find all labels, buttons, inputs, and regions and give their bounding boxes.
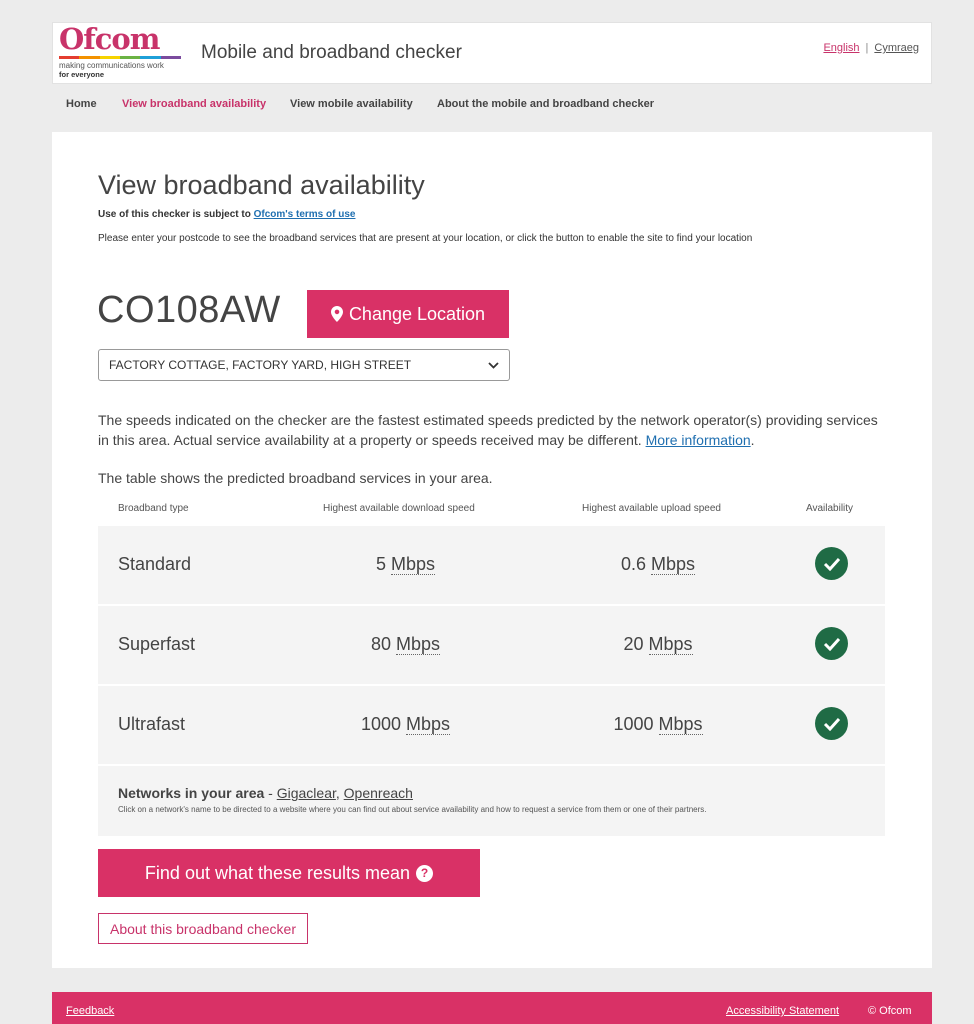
nav-broadband[interactable]: View broadband availability [122,98,267,110]
networks-note: Click on a network's name to be directed to a website where you can find out about service availability and how to request a service from them or one of their partners. [118,805,707,814]
table-header [98,496,885,524]
speeds-note-text: The speeds indicated on the checker are the fastest estimated speeds predicted by the network operator(s) providing services in this area. Actual service availability at a property or speeds received may be different. [98,412,878,448]
map-pin-icon [331,306,343,322]
check-circle-icon [815,547,848,580]
broadband-table [98,496,885,836]
find-out-label: Find out what these results mean [144,862,411,883]
upload-unit[interactable]: Mbps [648,634,693,654]
networks-label: Networks in your area [118,785,265,801]
upload-unit[interactable]: Mbps [651,554,696,574]
download-value: 80 [370,634,391,654]
chevron-down-icon [488,362,499,369]
logo-stripe-segment [100,56,120,59]
terms-link[interactable]: Ofcom's terms of use [253,209,356,220]
download-value: 5 [375,554,386,574]
nav-home[interactable]: Home [66,98,97,110]
upload-value: 1000 [613,714,654,734]
terms-prefix: Use of this checker is subject to [98,209,254,220]
table-row [98,686,885,764]
networks-comma: , [335,785,344,801]
upload-speed [568,714,748,735]
upload-speed [568,634,748,655]
broadband-type: Ultrafast [118,714,186,734]
lang-welsh-link[interactable]: Cymraeg [874,42,919,54]
nav-about[interactable]: About the mobile and broadband checker [437,98,654,110]
logo-stripe-segment [79,56,99,59]
logo-stripe-segment [140,56,160,59]
header-download-speed: Highest available download speed [323,503,475,514]
main-nav [52,98,932,116]
site-header [52,22,932,84]
find-out-results-button[interactable] [98,849,480,897]
logo-stripe [59,56,181,59]
download-value: 1000 [360,714,401,734]
download-unit[interactable]: Mbps [406,714,451,734]
check-circle-icon [815,707,848,740]
network-openreach-link[interactable]: Openreach [343,785,413,801]
networks-line [118,785,413,801]
download-unit[interactable]: Mbps [396,634,441,654]
download-speed [318,634,493,655]
header-broadband-type: Broadband type [118,503,189,514]
table-note: The table shows the predicted broadband services in your area. [98,470,493,486]
lang-english-link[interactable]: English [823,42,860,54]
download-speed [318,714,493,735]
copyright-text: © Ofcom [868,1005,912,1017]
upload-value: 20 [623,634,644,654]
table-row [98,526,885,604]
feedback-link[interactable]: Feedback [66,1005,115,1017]
page-title: View broadband availability [98,170,425,200]
broadband-type: Standard [118,554,192,574]
change-location-label: Change Location [348,303,486,324]
upload-value: 0.6 [620,554,646,574]
about-checker-button[interactable]: About this broadband checker [98,913,308,944]
check-circle-icon [815,627,848,660]
address-selected-value: FACTORY COTTAGE, FACTORY YARD, HIGH STREET [109,358,412,372]
site-footer [52,992,932,1024]
more-information-link[interactable]: More information [645,432,751,448]
header-availability: Availability [806,503,854,514]
main-panel [52,132,932,968]
logo-tagline: making communications work [59,61,164,70]
network-gigaclear-link[interactable]: Gigaclear [276,785,336,801]
networks-separator: - [264,785,277,801]
language-switcher [823,42,919,54]
nav-mobile[interactable]: View mobile availability [290,98,413,110]
upload-speed [568,554,748,575]
ofcom-logo[interactable] [59,22,181,80]
postcode-display: CO108AW [97,289,281,331]
logo-stripe-segment [59,56,79,59]
logo-stripe-segment [161,56,181,59]
site-title: Mobile and broadband checker [201,42,462,63]
networks-row [98,766,885,836]
download-unit[interactable]: Mbps [391,554,436,574]
accessibility-statement-link[interactable]: Accessibility Statement [726,1005,840,1017]
address-select[interactable] [98,349,510,381]
lang-separator: | [865,42,869,54]
speeds-note [98,410,888,450]
logo-tagline-2: for everyone [59,70,105,79]
question-circle-icon: ? [416,865,433,882]
broadband-type: Superfast [118,634,196,654]
upload-unit[interactable]: Mbps [658,714,703,734]
header-upload-speed: Highest available upload speed [582,503,721,514]
instructions-text: Please enter your postcode to see the broadband services that are present at your location, or click the button to enable the site to find your location [98,233,753,244]
logo-stripe-segment [120,56,140,59]
download-speed [318,554,493,575]
terms-text [98,209,355,220]
change-location-button[interactable] [307,290,509,338]
logo-wordmark: Ofcom [59,22,160,56]
table-row [98,606,885,684]
speeds-note-period: . [750,432,755,448]
